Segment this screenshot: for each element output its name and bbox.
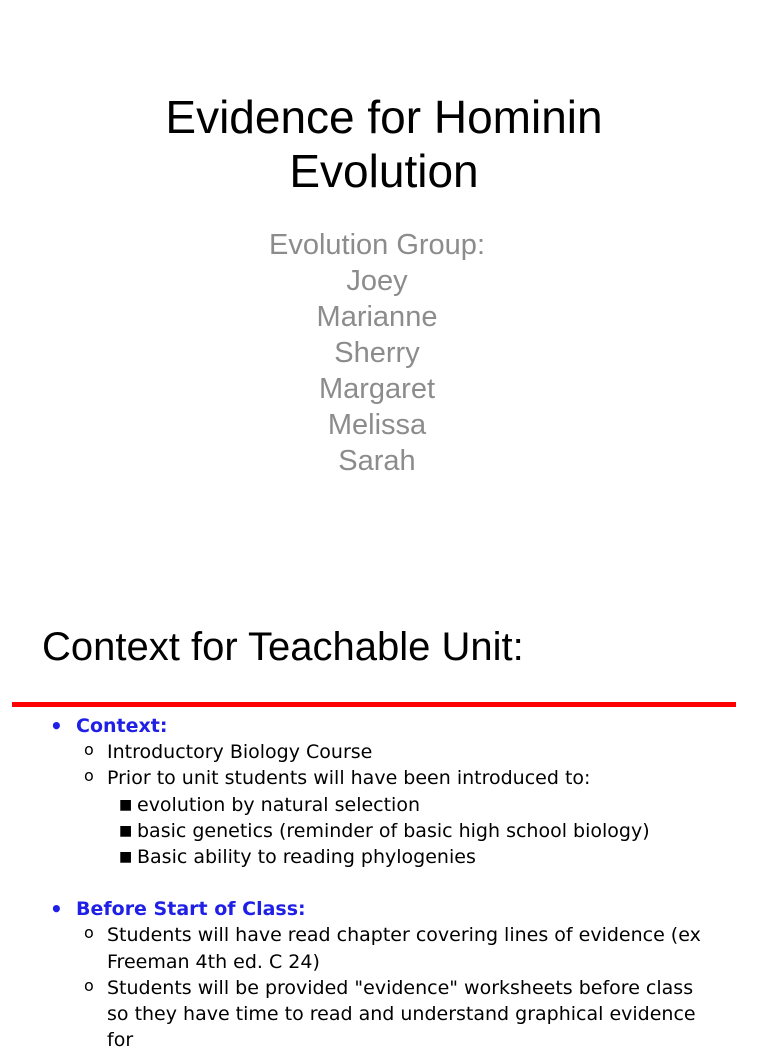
bullet-heading-text: Context: (76, 715, 168, 737)
author-name: Margaret (318, 373, 436, 405)
sub-list-item-text: basic genetics (reminder of basic high school biology) (137, 819, 650, 842)
list-item-text: Students will be provided "evidence" worksheets before class so they have time to read and understand graphical evidence for (107, 976, 696, 1052)
square-bullet-icon: ■ (119, 822, 133, 839)
circle-bullet-icon: o (84, 766, 94, 786)
list-item (0, 739, 768, 765)
circle-bullet-icon: o (84, 923, 94, 943)
list-item-text: Introductory Biology Course (107, 741, 373, 764)
author-name: Marianne (316, 301, 438, 333)
bullet-heading (0, 713, 768, 739)
slide-title-line: Evidence for Hominin (165, 91, 603, 143)
sub-list-item (0, 844, 768, 870)
sub-list-item (0, 818, 768, 844)
section-title: Context for Teachable Unit: (42, 625, 524, 669)
list-item-text: Students will have read chapter covering lines of evidence (ex Freeman 4th ed. C 24) (107, 924, 701, 973)
list-item (0, 765, 768, 791)
square-bullet-icon: ■ (119, 849, 133, 866)
author-name: Joey (346, 265, 408, 297)
bullet-heading (0, 896, 768, 922)
author-name: Melissa (327, 409, 427, 441)
author-list (227, 227, 527, 479)
sub-list-item (0, 792, 768, 818)
sub-list-item-text: evolution by natural selection (137, 793, 421, 816)
disc-bullet-icon: • (50, 897, 63, 922)
list-item (0, 975, 768, 1053)
bullet-heading-text: Before Start of Class: (76, 898, 306, 921)
author-name: Sarah (338, 445, 416, 477)
slide-title (84, 90, 684, 198)
list-item (0, 922, 768, 974)
bullet-content (0, 713, 768, 1053)
circle-bullet-icon: o (84, 975, 94, 995)
author-name: Sherry (334, 337, 420, 369)
spacer (0, 870, 768, 896)
title-divider (12, 702, 736, 707)
disc-bullet-icon: • (50, 714, 63, 738)
square-bullet-icon: ■ (119, 796, 133, 813)
list-item-text: Prior to unit students will have been introduced to: (107, 767, 591, 790)
slide-title-line: Evolution (289, 145, 479, 197)
author-group-label: Evolution Group: (268, 229, 485, 261)
circle-bullet-icon: o (84, 740, 94, 760)
sub-list-item-text: Basic ability to reading phylogenies (137, 846, 476, 869)
